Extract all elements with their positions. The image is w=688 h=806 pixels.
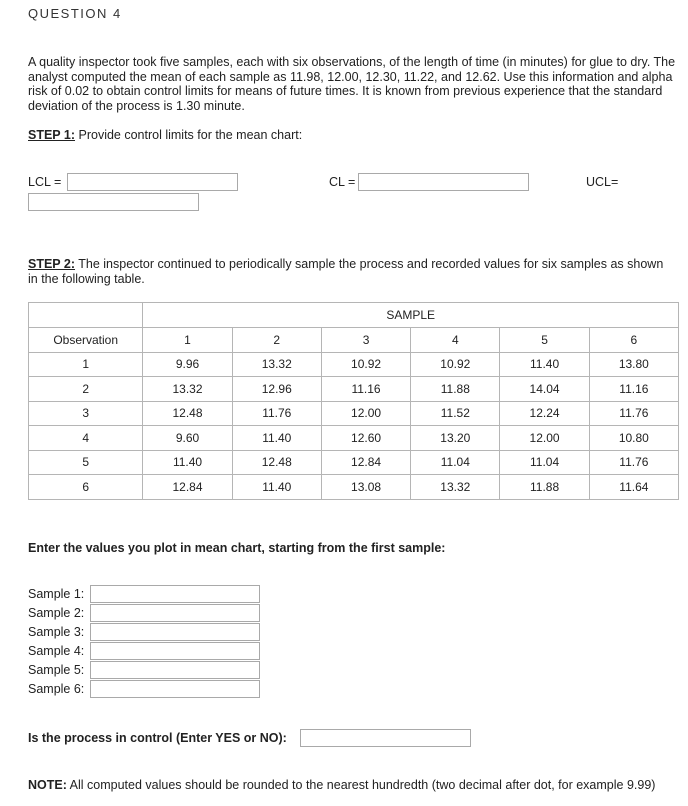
table-group-header-row <box>29 303 679 328</box>
intro-paragraph: A quality inspector took five samples, each with six observations, of the length of time (in minutes) for glue to dry. The analyst computed the mean of each sample as 11.98, 12.00, 12.30, 11.22, and 12.62. Use this information and alpha risk of 0.02 to obtain control limits for means of future times. It is known from previous experience that the standard deviation of the process is 1.30 minute. <box>28 55 676 113</box>
step2-text: The inspector continued to periodically sample the process and recorded values for six samples as shown in the following table. <box>28 257 664 286</box>
step2-label: STEP 2: <box>28 257 76 271</box>
value-cell: 9.96 <box>143 352 232 377</box>
value-cell: 12.48 <box>232 450 321 475</box>
table-header-row <box>29 328 679 353</box>
value-cell: 11.52 <box>411 401 500 426</box>
value-cell: 11.76 <box>589 401 678 426</box>
sample-label: Sample 1: <box>28 587 85 601</box>
lcl-input[interactable] <box>67 173 238 191</box>
observation-cell: 5 <box>29 450 143 475</box>
table-row <box>29 426 679 451</box>
value-cell: 11.04 <box>500 450 589 475</box>
column-header: 2 <box>232 328 321 353</box>
note <box>28 778 678 793</box>
value-cell: 13.32 <box>232 352 321 377</box>
lcl-label: LCL = <box>28 175 62 189</box>
observation-cell: 6 <box>29 475 143 500</box>
step2-heading <box>28 257 668 286</box>
value-cell: 12.84 <box>143 475 232 500</box>
sample-label: Sample 4: <box>28 644 85 658</box>
sample-2-input[interactable] <box>90 604 260 622</box>
value-cell: 13.08 <box>321 475 410 500</box>
observation-header: Observation <box>29 328 143 353</box>
sample-label: Sample 3: <box>28 625 85 639</box>
question-title: QUESTION 4 <box>28 6 122 21</box>
value-cell: 11.88 <box>411 377 500 402</box>
observation-cell: 4 <box>29 426 143 451</box>
value-cell: 11.76 <box>589 450 678 475</box>
step1-text: Provide control limits for the mean chart: <box>75 128 303 142</box>
table-corner-cell <box>29 303 143 328</box>
observation-cell: 3 <box>29 401 143 426</box>
observation-cell: 2 <box>29 377 143 402</box>
sample-group-header: SAMPLE <box>143 303 679 328</box>
note-text: All computed values should be rounded to the nearest hundredth (two decimal after dot, for example 9.99) <box>66 778 656 792</box>
sample-3-input[interactable] <box>90 623 260 641</box>
table-row <box>29 352 679 377</box>
cl-input[interactable] <box>358 173 529 191</box>
sample-5-input[interactable] <box>90 661 260 679</box>
sample-label: Sample 6: <box>28 682 85 696</box>
value-cell: 11.16 <box>589 377 678 402</box>
value-cell: 10.80 <box>589 426 678 451</box>
value-cell: 12.24 <box>500 401 589 426</box>
value-cell: 10.92 <box>321 352 410 377</box>
column-header: 3 <box>321 328 410 353</box>
plot-prompt: Enter the values you plot in mean chart, starting from the first sample: <box>28 541 446 555</box>
value-cell: 14.04 <box>500 377 589 402</box>
value-cell: 11.40 <box>232 475 321 500</box>
column-header: 4 <box>411 328 500 353</box>
value-cell: 10.92 <box>411 352 500 377</box>
sample-1-input[interactable] <box>90 585 260 603</box>
value-cell: 11.76 <box>232 401 321 426</box>
value-cell: 12.00 <box>500 426 589 451</box>
value-cell: 13.32 <box>411 475 500 500</box>
step1-label: STEP 1: <box>28 128 76 142</box>
value-cell: 12.00 <box>321 401 410 426</box>
value-cell: 11.64 <box>589 475 678 500</box>
value-cell: 11.88 <box>500 475 589 500</box>
column-header: 1 <box>143 328 232 353</box>
value-cell: 13.80 <box>589 352 678 377</box>
ucl-input[interactable] <box>28 193 199 211</box>
column-header: 5 <box>500 328 589 353</box>
value-cell: 13.32 <box>143 377 232 402</box>
table-row <box>29 377 679 402</box>
value-cell: 11.16 <box>321 377 410 402</box>
sample-6-input[interactable] <box>90 680 260 698</box>
table-row <box>29 450 679 475</box>
value-cell: 12.60 <box>321 426 410 451</box>
value-cell: 11.40 <box>500 352 589 377</box>
value-cell: 13.20 <box>411 426 500 451</box>
value-cell: 11.40 <box>232 426 321 451</box>
ucl-label: UCL= <box>586 175 619 189</box>
observation-cell: 1 <box>29 352 143 377</box>
sample-label: Sample 2: <box>28 606 85 620</box>
step1-heading <box>28 128 302 142</box>
column-header: 6 <box>589 328 678 353</box>
table-row <box>29 475 679 500</box>
observations-table <box>28 302 679 500</box>
value-cell: 12.84 <box>321 450 410 475</box>
sample-label: Sample 5: <box>28 663 85 677</box>
control-question: Is the process in control (Enter YES or NO): <box>28 731 287 745</box>
cl-label: CL = <box>329 175 356 189</box>
value-cell: 12.48 <box>143 401 232 426</box>
note-label: NOTE: <box>28 778 67 792</box>
value-cell: 12.96 <box>232 377 321 402</box>
value-cell: 9.60 <box>143 426 232 451</box>
value-cell: 11.40 <box>143 450 232 475</box>
control-answer-input[interactable] <box>300 729 471 747</box>
sample-4-input[interactable] <box>90 642 260 660</box>
table-row <box>29 401 679 426</box>
value-cell: 11.04 <box>411 450 500 475</box>
